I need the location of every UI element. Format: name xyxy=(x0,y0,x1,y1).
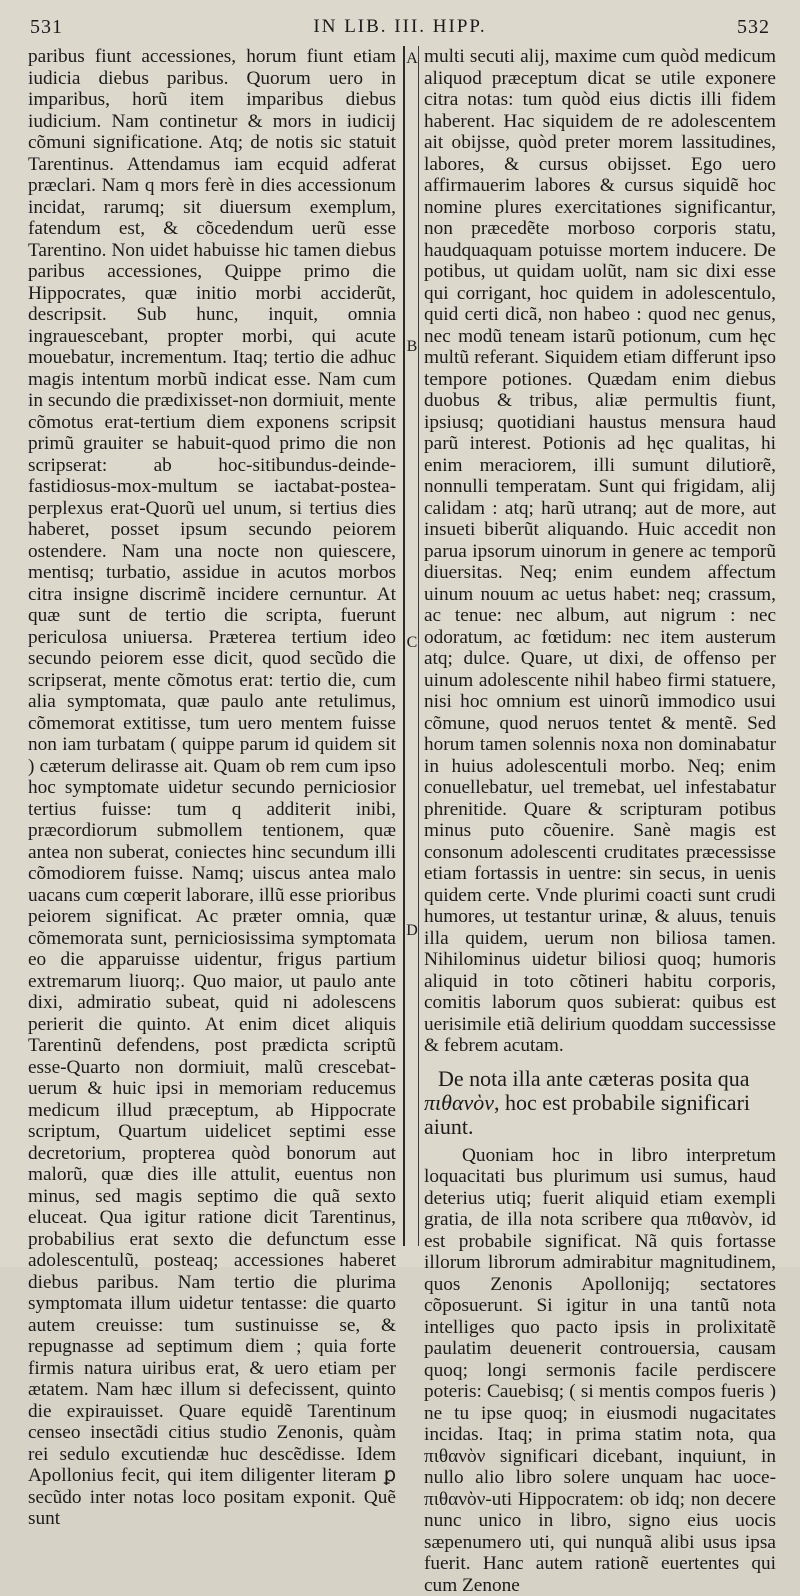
section-heading-greek: πιθανὸν xyxy=(424,1090,494,1115)
left-column xyxy=(28,46,396,1261)
page-header xyxy=(0,0,800,44)
margin-marker-c: C xyxy=(406,634,418,652)
right-column-text-before: multi secuti alij, maxime cum quòd medicum aliquod præceptum dicat se utile exponere citra notas: tum quòd eius dictis illi fidem haberent. Hac siquidem de re adolescentem ait obijsse, quòd preter morem lassitudines, labores, & cursus obijsset. Ego uero affirmauerim labores & cursus siquidẽ hoc nomine plures exercitationes significantur, non præcedẽte morboso corporis statu, haudquaquam potuisse mortem inducere. De potibus, ut quidam uolũt, nam sic dixi esse qui corrigant, hoc quidem in adolescentulo, quid certi dicã, non habeo : quod nec genus, nec modũ teneam istarũ potionum, cum hęc multũ referant. Siquidem etiam differunt ipso tempore potiones. Quædam enim diebus duobus & tribus, aliæ permultis fiunt, ipsiusq; quotidiani haustus mensura haud parũ interest. Potionis ad hęc qualitas, hi enim meraciorem, illi sumunt dilutiorẽ, nonnulli temperatam. Sunt qui frigidam, alij calidam : atq; harũ utranq; aut de more, aut insueti biberũt aliquando. Huic accedit non parua ipsorum uinorum in genere ac temporũ diuersitas. Neq; enim eundem affectum uinum nouum ac uetus habet: neq; crassum, ac tenue: nec album, aut nigrum : nec odoratum, ac fœtidum: nec item austerum atq; dulce. Quare, ut dixi, de offenso per uinum adolescente nihil habeo firmi statuere, nisi hoc omnium est uinorũ immodico usui cõmune, quod neruos tentet & mentẽ. Sed horum tamen solennis noxa non dominabatur in huius adolescentuli morbo. Neq; enim conuellebatur, uel tremebat, uel infestabatur phrenitide. Quare & scripturam potibus minus puto cõuenire. Sanè magis est consonum adolescenti cruditates præcessisse etiam fortassis in uentre: sin secus, in uenis quidem certe. Vnde plurimi coacti sunt crudi humores, ut testantur urinæ, & aluus, tenuis illa quidem, uerum non biliosa tamen. Nihilominus uidetur biliosi quoq; humoris aliquid in toto cõtineri habitu corporis, comitis laborum quos subierat: quibus est uerisimile etiã delirium quoddam successisse & febrem acutam. xyxy=(424,46,776,1057)
column-divider-thick xyxy=(403,46,405,1246)
margin-marker-a: A xyxy=(406,50,418,68)
section-heading-before-greek: De nota illa ante cæteras posita qua xyxy=(438,1066,750,1091)
left-column-text: paribus fiunt accessiones, horum fiunt etiam iudicia diebus paribus. Quorum uero in imparibus, horũ item imparibus diebus iudicium. Nam continetur & mors in iudicij cõmuni significatione. Atq; de notis sic statuit Tarentinus. Attendamus iam ecquid adferat præclari. Nam q mors ferè in dies accessionum incidat, rarumq; sit diuersum exemplum, fatendum est, & cõcedendum uerũ esse Tarentino. Non uidet habuisse hic tamen diebus paribus accessiones, Quippe primo die Hippocrates, quæ initio morbi acciderũt, descripsit. Sub hunc, inquit, omnia ingrauescebant, propter morbi, qui acute mouebatur, incrementum. Itaq; tertio die adhuc magis intentum morbũ indicat esse. Nam cum in secundo die prædixisset-non dormiuit, mente cõmotus erat-tertium diem exponens scripsit primũ grauiter se habuit-quod primo die non scripserat: ab hoc-sitibundus-deinde-fastidiosus-mox-multum se iactabat-postea-perplexus erat-Quorũ uel unum, si tertius dies haberet, posset ipsum secundo peiorem ostendere. Nam una nocte non quiescere, mentisq; turbatio, assidue in acutos morbos citra insigne discrimẽ incidere cernuntur. At quæ sunt de tertio die scripta, fuerunt periculosa uniuersa. Præterea tertium ideo secundo peiorem esse dicit, quod secũdo die scripserat, mente cõmotus erat: tertio die, cum alia symptomata, quæ paulo ante retulimus, cõmemorat extitisse, tum uero mentem fuisse non iam turbatam ( quippe parum id quidem sit ) cæterum delirasse ait. Quam ob rem cum ipso hoc symptomate uidetur secundo perniciosior tertius fuisse: tum q additerit inibi, præcordiorum submollem tentionem, quæ antea non suberat, coniectes hinc secundum illi cõmodiorem fuisse. Namq; uiscus antea malo uacans cum cœperit laborare, illũ esse prioribus peiorem significat. Ac præter omnia, quæ cõmemorata sunt, perniciosissima symptomata eo die apparuisse uidentur, frigus partium extremarum liuorq;. Quo maior, ut paulo ante dixi, admiratio subeat, quid ni adolescens perierit die quinto. At enim dicet aliquis Tarentinũ defendens, post prædicta scriptũ esse-Quarto non dormiuit, malũ crescebat-uerum & huic ipsi in memoriam reducemus medicum illud præceptum, ab Hippocrate scriptum, Quartum uidelicet septimi esse decretorium, propterea quòd bonorum aut malorũ, quæ dies ille attulit, euentus non minus, sed magis septimo die quã sexto eluceat. Qua igitur ratione dicit Tarentinus, probabilius erat sexto die defunctum esse adolescentulũ, posteaq; accessiones haberet diebus paribus. Nam tertio die plurima symptomata illum uidetur tentasse: die quarto autem creuisse: tum sustinuisse se, & repugnasse ad septimum diem ; quia forte firmis natura uiribus erat, & uero etiam per ætatem. Nam hæc illum si defecissent, quinto die expirauisset. Quare equidẽ Tarentinum censeo insectãdi citius studio Zenonis, quàm rei sedulo excutiendæ huc descẽdisse. Idem Apollonius fecit, qui item diligenter literam ꝑ secũdo inter notas loco positam exponit. Quẽ sunt xyxy=(28,46,396,1530)
column-divider-thin xyxy=(418,46,419,1246)
right-column-text-after: Quoniam hoc in libro interpretum loquacitati bus plurimum usi sumus, haud deterius utiq; fuerit aliquid etiam exempli gratia, de illa nota scribere qua πιθανὸν, id est probabile significat. Nã quis fortasse illorum librorum admirabitur magnitudinem, quos Zenonis Apollonijq; sectatores cõposuerunt. Si igitur in una tantũ nota intelliges quo pacto ipsis in prolixitatẽ paulatim deuenerit controuersia, causam quoq; longi sermonis facile perdiscere poteris: Cauebisq; ( si mentis compos fueris ) ne tu ipse quoq; in eiusmodi nugacitates incidas. Itaq; in prima statim nota, qua πιθανὸν significari dicebant, inquiunt, in nullo alio libro solere unquam hac uoce-πιθανὸν-uti Hippocratem: ob idq; non decere nunc unico in libro, signo eius uocis sæpenumero uti, qui nunquã alibi usus ipsa fuerit. Hanc autem rationẽ euertentes qui cum Zenone xyxy=(424,1145,776,1596)
section-heading xyxy=(424,1067,776,1139)
margin-marker-d: D xyxy=(406,922,418,940)
page-number-right: 532 xyxy=(737,16,770,39)
section-heading-after-greek: , hoc est probabile significari aiunt. xyxy=(424,1090,750,1139)
margin-marker-b: B xyxy=(406,338,418,356)
right-column xyxy=(424,46,776,1261)
page-number-left: 531 xyxy=(30,16,63,39)
running-title: IN LIB. III. HIPP. xyxy=(0,16,800,38)
